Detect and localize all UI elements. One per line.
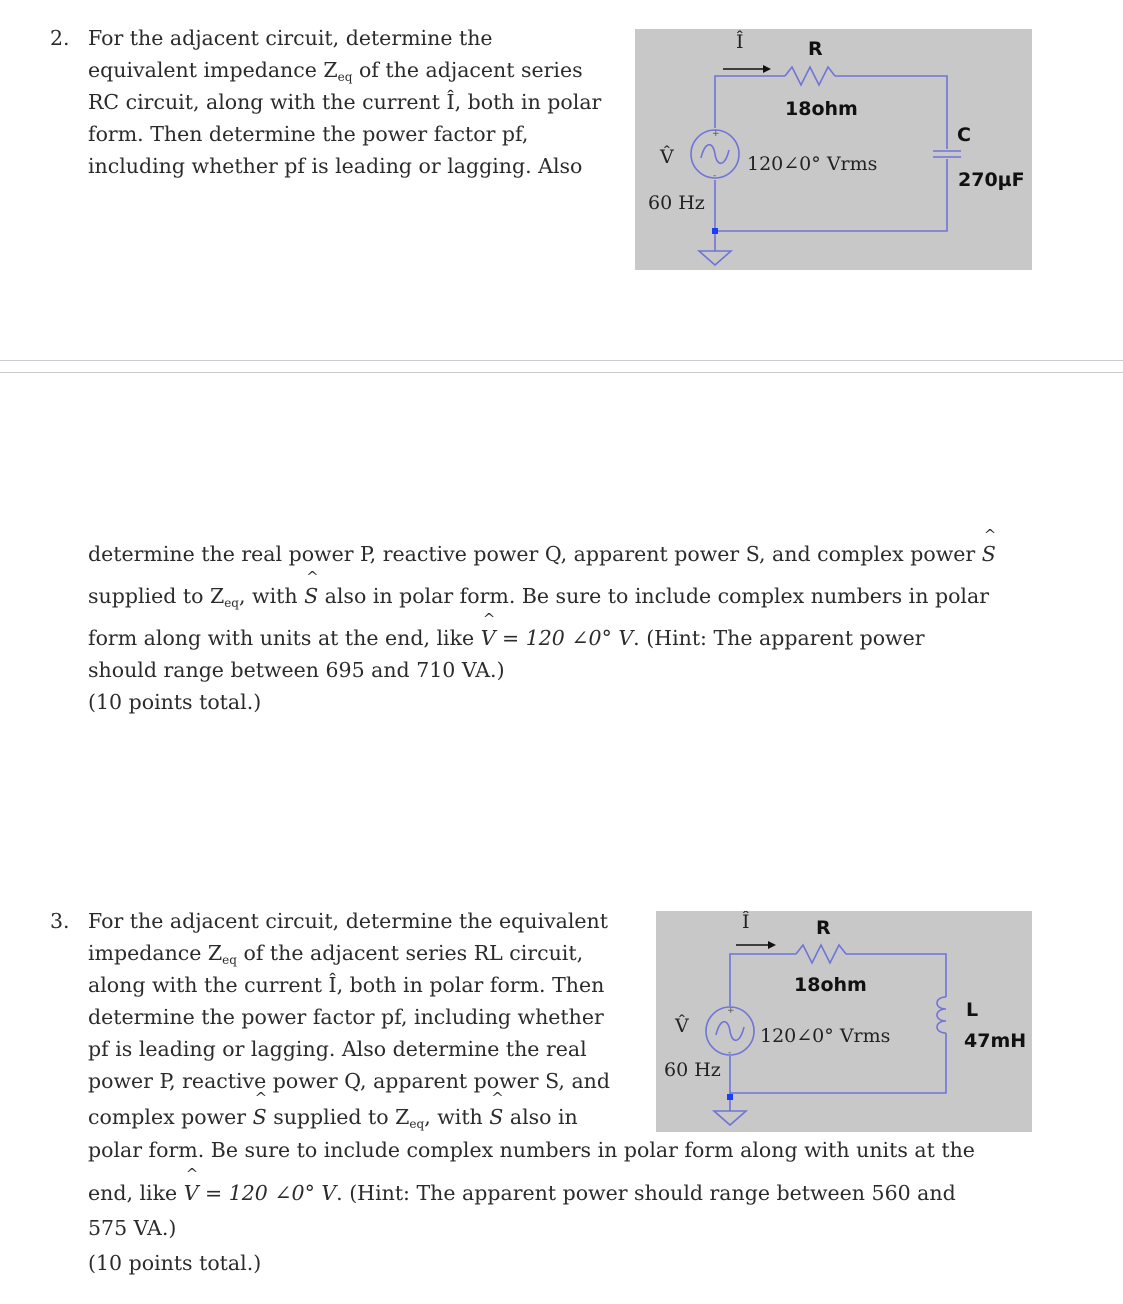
q2-cont-line-5: (10 points total.) <box>88 690 262 714</box>
rc-resistor-value: 18ohm <box>785 98 858 120</box>
q3-line-2: impedance $Z_{eq}$ of the adjacent series RL circuit, <box>88 941 584 967</box>
q2-line-4: form. Then determine the power factor pf, <box>88 122 529 146</box>
svg-text:+: + <box>712 129 720 139</box>
svg-text:-: - <box>728 1048 732 1058</box>
q3-line-6: power P, reactive power Q, apparent power S, and <box>88 1069 610 1093</box>
q2-cont-line-2: supplied to $Z_{eq}$, with ^ S also in polar form. Be sure to include complex numbers in polar <box>88 575 996 617</box>
q3-line-1: For the adjacent circuit, determine the equivalent <box>88 909 608 933</box>
rl-circuit-wiring <box>656 911 1032 1132</box>
rl-resistor-value: 18ohm <box>794 974 867 996</box>
rc-current-label: Î <box>736 31 744 53</box>
rl-current-label: Î <box>742 911 750 933</box>
q2-line-1: For the adjacent circuit, determine the <box>88 26 493 50</box>
svg-text:-: - <box>713 171 717 181</box>
rl-frequency: 60 Hz <box>664 1059 721 1081</box>
q3-line-5: pf is leading or lagging. Also determine the real <box>88 1037 587 1061</box>
rc-capacitor-value: 270µF <box>958 169 1025 191</box>
rc-source-label: V̂ <box>660 146 674 168</box>
s-hat-symbol: ^ S <box>981 526 997 566</box>
s-hat-symbol: ^ S <box>489 1089 504 1129</box>
q3-line-7: complex power ^ S supplied to $Z_{eq}$, with ^ S also in <box>88 1097 975 1137</box>
q3-line-9: end, like ^ V = 120 ∠0° V. (Hint: The apparent power should range between 560 and <box>88 1171 975 1203</box>
q3-line-3: along with the current Î, both in polar form. Then <box>88 973 605 997</box>
s-hat-symbol: ^ S <box>252 1089 268 1129</box>
q2-cont-line-4: should range between 695 and 710 VA.) <box>88 658 505 682</box>
q3-number: 3. <box>50 909 70 933</box>
page-break-rule-top <box>0 360 1123 361</box>
rl-source-value: 120∠0° Vrms <box>760 1025 891 1047</box>
page-break-rule-bottom <box>0 372 1123 373</box>
rl-resistor-label: R <box>816 917 831 939</box>
rc-source-value: 120∠0° Vrms <box>747 153 878 175</box>
q2-sub-eq: eq <box>337 70 353 84</box>
q2-line-5: including whether pf is leading or lagging. Also <box>88 154 583 178</box>
rl-source-label: V̂ <box>675 1015 689 1037</box>
q2-text <box>88 22 601 182</box>
rl-circuit-diagram <box>656 911 1032 1132</box>
q2-cont-line-1: determine the real power P, reactive power Q, apparent power S, and complex power ^ S <box>88 533 996 575</box>
rc-circuit-wiring <box>635 29 1032 270</box>
q2-number: 2. <box>50 26 70 50</box>
q3-line-4: determine the power factor pf, including whether <box>88 1005 604 1029</box>
rc-circuit-diagram <box>635 29 1032 270</box>
v-hat-symbol: ^ V <box>480 610 496 650</box>
rl-inductor-label: L <box>966 999 979 1021</box>
q2-line-2: equivalent impedance $Z_{eq}$ of the adjacent series <box>88 58 583 84</box>
q2-cont-line-3: form along with units at the end, like ^ V = 120 ∠0° V. (Hint: The apparent power <box>88 617 996 649</box>
rc-resistor-label: R <box>808 38 823 60</box>
q2-continuation <box>88 526 997 714</box>
v-hat-symbol: ^ V <box>183 1165 199 1205</box>
rc-capacitor-label: C <box>957 124 971 146</box>
rl-inductor-value: 47mH <box>964 1030 1027 1052</box>
s-hat-symbol: ^ S <box>304 568 319 608</box>
svg-text:+: + <box>727 1006 735 1016</box>
rc-frequency: 60 Hz <box>648 192 705 214</box>
q3-line-10: 575 VA.) <box>88 1216 177 1240</box>
q3-line-11: (10 points total.) <box>88 1251 262 1275</box>
q3-line-8: polar form. Be sure to include complex numbers in polar form along with units at the <box>88 1138 975 1162</box>
q2-line-3: RC circuit, along with the current Î, both in polar <box>88 90 602 114</box>
